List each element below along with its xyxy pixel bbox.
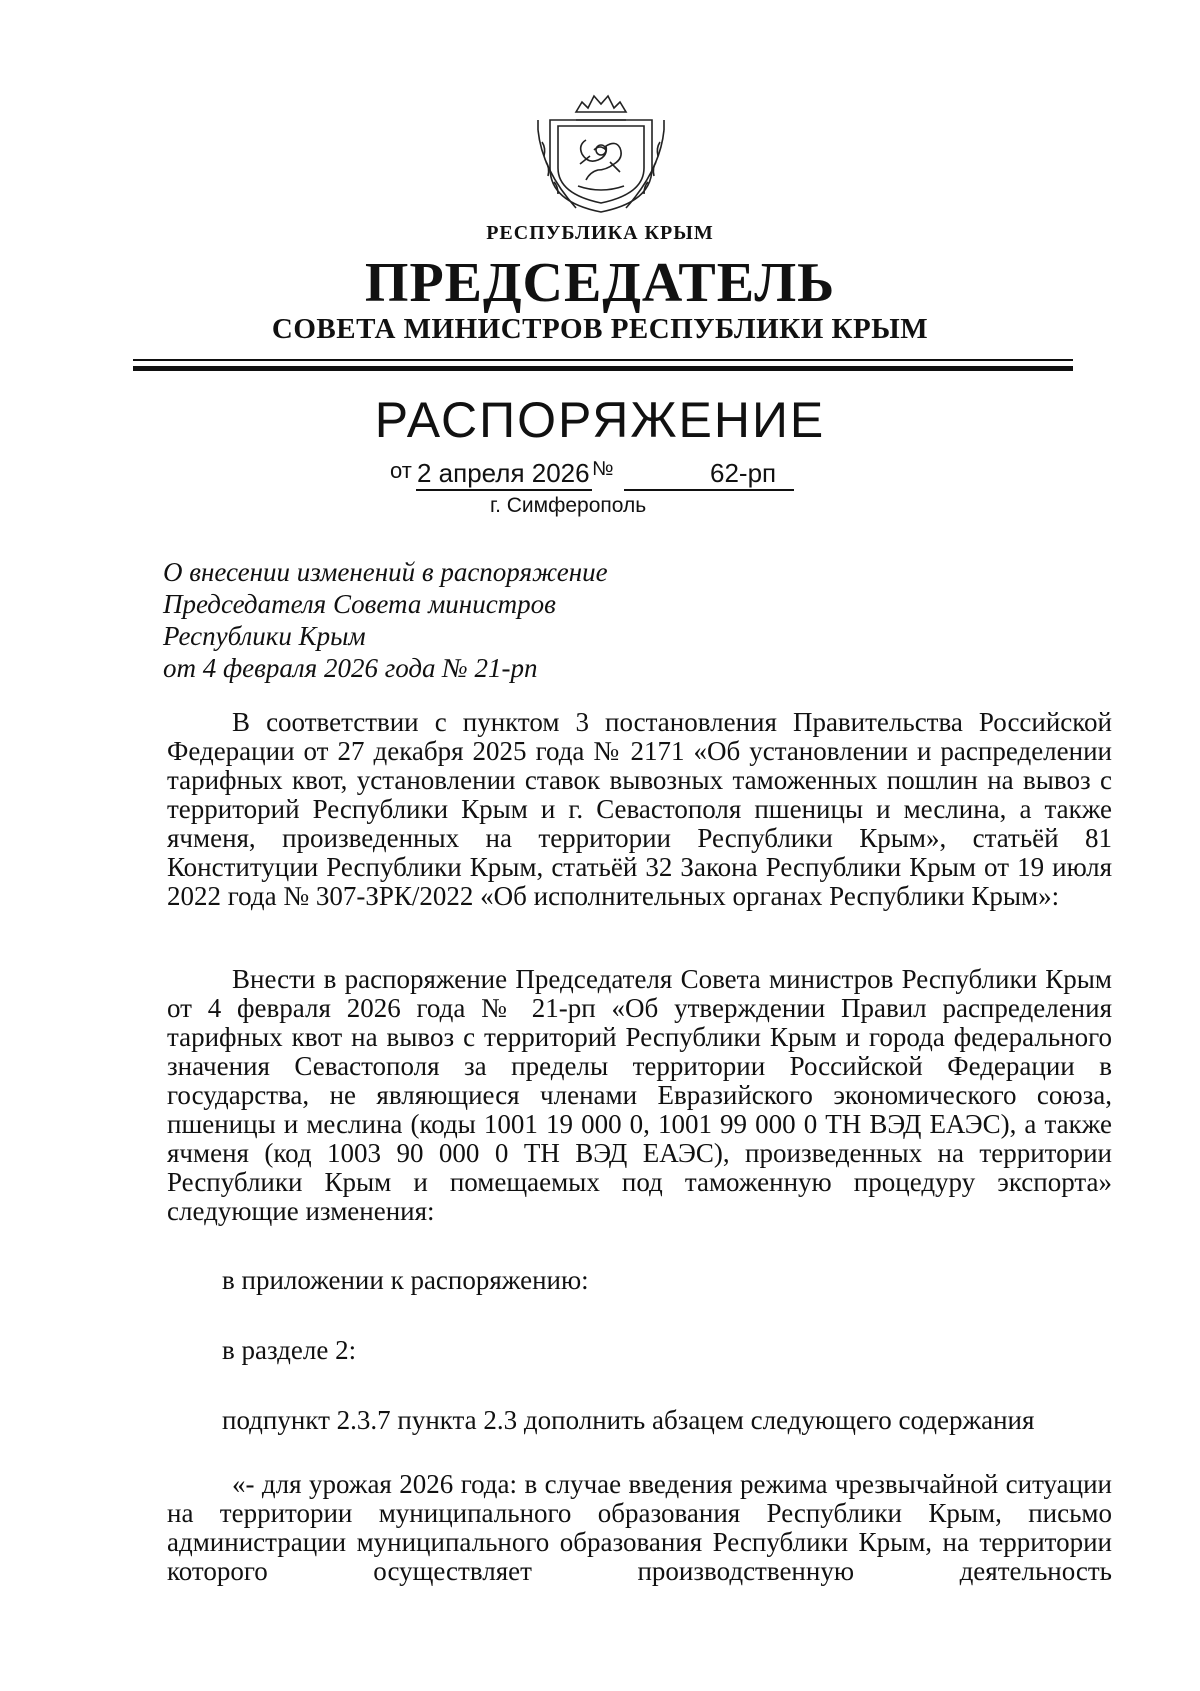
subpoint-line: подпункт 2.3.7 пункта 2.3 дополнить абзацем следующего содержания bbox=[222, 1405, 1035, 1435]
order-number: 62-рп bbox=[710, 458, 777, 488]
appendix-line: в приложении к распоряжению: bbox=[222, 1265, 589, 1295]
republic-heading: РЕСПУБЛИКА КРЫМ bbox=[486, 222, 714, 244]
date-number-line bbox=[390, 458, 820, 492]
city-label: г. Симферополь bbox=[490, 494, 647, 517]
basis-paragraph-block bbox=[167, 708, 1112, 911]
document-title bbox=[163, 556, 608, 684]
header-rule-thin bbox=[133, 359, 1073, 361]
quote-paragraph: «- для урожая 2026 года: в случае введения режима чрезвычайной ситуации на территории муниципального образования Республики Крым, письмо администрации муниципального образования Республики Крым, на территории которого осуществляет производственную деятельность bbox=[167, 1469, 1112, 1586]
date-underline bbox=[416, 489, 592, 491]
order-date: 2 апреля 2026 bbox=[417, 458, 590, 488]
number-underline bbox=[624, 489, 794, 491]
number-label: № bbox=[592, 458, 614, 480]
crimea-coat-of-arms-icon bbox=[536, 90, 666, 215]
amend-paragraph: Внести в распоряжение Председателя Совета министров Республики Крым от 4 февраля 2026 года № 21-рп «Об утверждении Правил распределения тарифных квот на вывоз с территорий Республики Крым и города федерального значения Севастополя за пределы территории Российской Федерации в государства, не являющиеся членами Евразийского экономического союза, пшеницы и меслина (коды 1001 19 000 0, 1001 99 000 0 ТН ВЭД ЕАЭС), а также ячменя (код 1003 90 000 0 ТН ВЭД ЕАЭС), произведенных на территории Республики Крым и помещаемых под таможенную процедуру экспорта» следующие изменения: bbox=[167, 964, 1112, 1226]
amend-paragraph-block bbox=[167, 965, 1112, 1226]
council-heading: СОВЕТА МИНИСТРОВ РЕСПУБЛИКИ КРЫМ bbox=[271, 313, 929, 345]
quote-paragraph-block bbox=[167, 1470, 1112, 1586]
title-line: О внесении изменений в распоряжение bbox=[163, 557, 608, 587]
title-line: Республики Крым bbox=[163, 621, 366, 651]
section-line: в разделе 2: bbox=[222, 1335, 357, 1365]
from-label: от bbox=[390, 458, 412, 483]
title-line: Председателя Совета министров bbox=[163, 589, 556, 619]
basis-paragraph: В соответствии с пунктом 3 постановления Правительства Российской Федерации от 27 декабря 2025 года № 2171 «Об установлении и распределении тарифных квот, установлении ставок вывозных таможенных пошлин на вывоз с территорий Республики Крым и г. Севастополя пшеницы и меслина, а также ячменя, произведенных на территории Республики Крым», статьёй 81 Конституции Республики Крым, статьёй 32 Закона Республики Крым от 19 июля 2022 года № 307-ЗРК/2022 «Об исполнительных органах Республики Крым»: bbox=[167, 707, 1112, 911]
chairman-heading: ПРЕДСЕДАТЕЛЬ bbox=[364, 252, 836, 314]
document-type: РАСПОРЯЖЕНИЕ bbox=[374, 392, 826, 448]
header-rule-thick bbox=[133, 366, 1073, 371]
title-line: от 4 февраля 2026 года № 21-рп bbox=[163, 653, 538, 683]
